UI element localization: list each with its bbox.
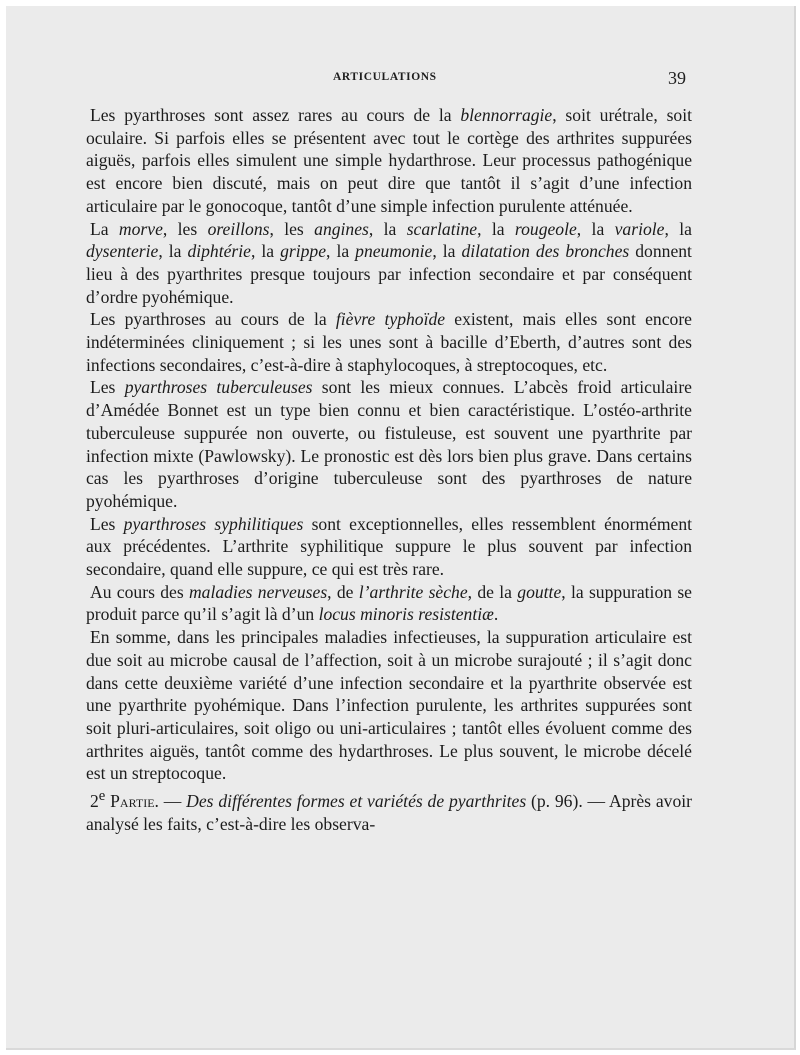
- italic-term: scarlatine: [406, 218, 478, 239]
- paragraph-blennorragie: Les pyarthroses sont assez rares au cours de la blennorragie, soit urétrale, soit oculaire. Si parfois elles se présentent avec tout le cortège des arthrites suppurées aiguës, parfois elles simulent une simple hydarthrose. Leur processus pathogénique est encore bien discuté, mais on peut dire que tantôt il s’agit d’une infection articulaire par le gonocoque, tantôt d’une simple infection purulente atténuée.: [86, 105, 692, 216]
- paragraph-syphilitic-pyarthroses: Les pyarthroses syphilitiques sont exceptionnelles, elles ressemblent énormément aux précédentes. L’arthrite syphilitique suppure le plus souvent par infection secondaire, quand elle suppure, ce qui est très rare.: [86, 513, 692, 580]
- ordinal-suffix: e: [98, 788, 106, 805]
- italic-term: pneumonie: [355, 241, 433, 262]
- italic-term: morve: [118, 218, 163, 239]
- italic-term: dysenterie: [86, 241, 159, 262]
- italic-term: angines: [314, 218, 369, 239]
- paragraph-summary: En somme, dans les principales maladies infectieuses, la suppuration articulaire est due soit au microbe causal de l’affection, soit à un microbe surajouté ; il s’agit donc dans cette deuxième variété d’une infection secondaire et la pyarthrite observée est une pyarthrite pyohémique. Dans l’infection purulente, les arthrites suppurées sont soit pluri-articulaires, soit oligo ou uni-articulaires ; tantôt elles évoluent comme des arthrites aiguës, tantôt comme des hydarthroses. Le plus souvent, le microbe décelé est un streptocoque.: [86, 627, 692, 784]
- paragraph-part-two: 2e Partie. — Des différentes formes et variétés de pyarthrites (p. 96). — Après avoir analysé les faits, c’est-à-dire les observa-: [86, 788, 692, 834]
- italic-term: l’arthrite sèche: [358, 581, 468, 602]
- book-page: [6, 6, 796, 1050]
- small-caps-word: Partie: [110, 790, 155, 811]
- italic-term: diphtérie: [187, 241, 251, 262]
- italic-term: maladies nerveuses: [188, 581, 328, 602]
- italic-term: blennorragie: [460, 105, 553, 125]
- body-text: [86, 104, 692, 835]
- italic-term: pyarthroses tuberculeuses: [124, 377, 313, 398]
- italic-term: variole: [614, 218, 665, 239]
- italic-term: rougeole: [514, 218, 577, 239]
- italic-term: grippe: [280, 241, 327, 262]
- italic-term: dilatation des bronches: [461, 241, 630, 262]
- running-head: [6, 70, 794, 90]
- italic-term: oreillons: [207, 218, 270, 239]
- paragraph-nervous-diseases: Au cours des maladies nerveuses, de l’arthrite sèche, de la goutte, la suppuration se produit parce qu’il s’agit là d’un locus minoris resistentiæ.: [86, 581, 692, 625]
- paragraph-typhoid-fever: Les pyarthroses au cours de la fièvre typhoïde existent, mais elles sont encore indéterminées cliniquement ; si les unes sont à bacille d’Eberth, d’autres sont des infections secondaires, c’est-à-dire à staphylocoques, à streptocoques, etc.: [86, 309, 692, 375]
- paragraph-infectious-diseases: La morve, les oreillons, les angines, la scarlatine, la rougeole, la variole, la dysenterie, la diphtérie, la grippe, la pneumonie, la dilatation des bronches donnent lieu à des pyarthrites presque toujours par infection secondaire et par conséquent d’ordre pyohémique.: [86, 218, 692, 307]
- running-title: ARTICULATIONS: [333, 71, 437, 83]
- italic-term: Des différentes formes et variétés de pyarthrites: [186, 790, 527, 811]
- italic-term: goutte: [517, 581, 562, 602]
- paragraph-tuberculous-pyarthroses: Les pyarthroses tuberculeuses sont les mieux connues. L’abcès froid articulaire d’Amédée Bonnet est un type bien connu et bien caractéristique. L’ostéo-arthrite tuberculeuse suppurée non ouverte, ou fistuleuse, est souvent une pyarthrite par infection mixte (Pawlowsky). Le pronostic est dès lors bien plus grave. Dans certains cas les pyarthroses d’origine tuberculeuse sont des pyarthroses de nature pyohémique.: [86, 377, 692, 511]
- italic-term: pyarthroses syphilitiques: [123, 513, 304, 534]
- page-number: 39: [668, 68, 686, 88]
- italic-term: locus minoris resistentiæ: [318, 604, 494, 625]
- italic-term: fièvre typhoïde: [335, 309, 446, 330]
